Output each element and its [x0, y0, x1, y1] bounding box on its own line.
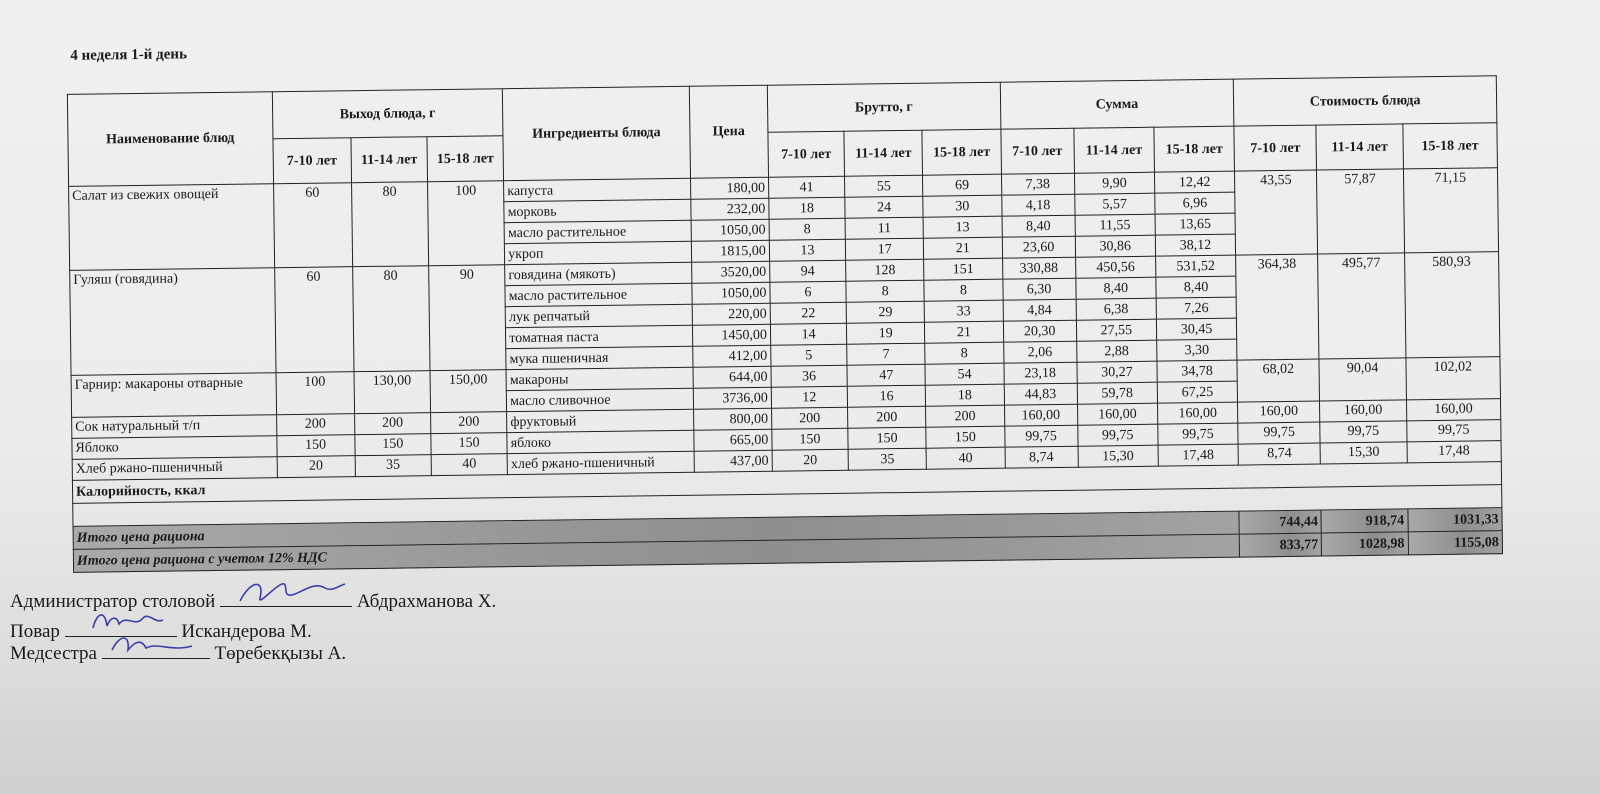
- ingredient-sum: 4,84: [1003, 299, 1076, 321]
- dish-output: 20: [277, 456, 355, 478]
- dish-name: Хлеб ржано-пшеничный: [72, 457, 277, 481]
- ingredient-sum: 99,75: [1004, 425, 1077, 447]
- dish-cost: 15,30: [1320, 442, 1407, 464]
- ingredient-sum: 34,78: [1157, 360, 1238, 382]
- dish-name: Гарнир: макароны отварные: [71, 373, 276, 418]
- ingredient-brutto: 24: [845, 196, 923, 218]
- age-header: 7-10 лет: [273, 138, 352, 184]
- signature-scribble: [220, 576, 350, 606]
- ingredient-sum: 6,30: [1002, 278, 1075, 300]
- ingredient-brutto: 13: [769, 239, 845, 261]
- ingredient-brutto: 8: [925, 342, 1003, 364]
- total-value: 744,44: [1239, 510, 1322, 534]
- ingredient-brutto: 40: [926, 447, 1004, 469]
- ingredient-sum: 531,52: [1156, 255, 1237, 277]
- dish-cost: 364,38: [1236, 254, 1320, 360]
- age-header: 15-18 лет: [922, 129, 1001, 175]
- dish-output: 200: [276, 414, 354, 436]
- dish-output: 90: [429, 265, 507, 371]
- ingredient-sum: 5,57: [1074, 193, 1154, 215]
- total-vat-value: 1155,08: [1408, 531, 1503, 555]
- ingredient-brutto: 35: [848, 448, 926, 470]
- menu-table: [67, 75, 1503, 573]
- ingredient-brutto: 200: [771, 407, 847, 429]
- ingredient-sum: 30,86: [1075, 235, 1155, 257]
- dish-cost: 99,75: [1406, 420, 1501, 442]
- dish-cost: 43,55: [1235, 170, 1318, 255]
- dish-output: 150,00: [430, 370, 507, 413]
- ingredient-brutto: 47: [847, 364, 925, 386]
- ingredient-sum: 6,96: [1155, 192, 1236, 214]
- signature-person: Искандерова М.: [181, 621, 312, 642]
- dish-cost: 160,00: [1320, 400, 1407, 422]
- dish-output: 200: [431, 412, 507, 434]
- ingredient-brutto: 8: [846, 280, 924, 302]
- ingredient-sum: 160,00: [1077, 403, 1157, 425]
- dish-cost: 580,93: [1404, 252, 1500, 358]
- ingredient-sum: 38,12: [1155, 234, 1236, 256]
- menu-body: [69, 168, 1502, 481]
- total-vat-label: Итого цена рациона с учетом 12% НДС: [73, 534, 1239, 572]
- ingredient-price: 1450,00: [692, 324, 770, 346]
- ingredient-brutto: 7: [847, 343, 925, 365]
- ingredient-price: 1050,00: [692, 282, 770, 304]
- ingredient-brutto: 11: [845, 217, 923, 239]
- ingredient-brutto: 21: [925, 321, 1003, 343]
- ingredient-brutto: 8: [924, 279, 1002, 301]
- ingredient-sum: 30,45: [1156, 318, 1237, 340]
- header-brutto: Брутто, г: [767, 82, 1000, 132]
- ingredient-sum: 330,88: [1002, 257, 1075, 279]
- ingredient-name: морковь: [504, 199, 691, 222]
- ingredient-brutto: 18: [926, 384, 1004, 406]
- age-header: 15-18 лет: [1402, 123, 1497, 169]
- header-output: Выход блюда, г: [272, 89, 503, 139]
- dish-output: 40: [431, 454, 507, 476]
- ingredient-brutto: 8: [769, 218, 845, 240]
- age-header: 11-14 лет: [1074, 127, 1155, 173]
- signature-person: Төребекқызы А.: [214, 643, 347, 664]
- dish-cost: 8,74: [1238, 443, 1320, 465]
- ingredient-sum: 20,30: [1003, 320, 1076, 342]
- ingredient-name: фруктовый: [507, 409, 694, 432]
- dish-output: 150: [355, 434, 431, 456]
- ingredient-sum: 17,48: [1158, 444, 1239, 466]
- ingredient-brutto: 55: [845, 175, 923, 197]
- ingredient-name: говядина (мякоть): [505, 262, 692, 285]
- ingredient-brutto: 29: [846, 301, 924, 323]
- dish-name: Сок натуральный т/п: [72, 415, 277, 439]
- signature-scribble: [102, 628, 208, 658]
- ingredient-price: 3520,00: [691, 261, 769, 283]
- age-header: 11-14 лет: [351, 137, 428, 183]
- ingredient-brutto: 16: [847, 385, 925, 407]
- ingredient-name: мука пшеничная: [506, 346, 693, 369]
- page-title: 4 неделя 1-й день: [70, 46, 188, 64]
- ingredient-price: 644,00: [693, 366, 771, 388]
- dish-name: Салат из свежих овощей: [69, 184, 275, 271]
- dish-name: Гуляш (говядина): [70, 268, 276, 376]
- ingredient-brutto: 21: [924, 237, 1002, 259]
- ingredient-sum: 8,40: [1156, 276, 1237, 298]
- ingredient-name: укроп: [505, 241, 692, 264]
- ingredient-brutto: 33: [924, 300, 1002, 322]
- ingredient-sum: 23,18: [1003, 362, 1076, 384]
- ingredient-brutto: 150: [926, 426, 1004, 448]
- total-vat-value: 833,77: [1239, 533, 1322, 557]
- ingredient-sum: 15,30: [1078, 445, 1158, 467]
- dish-output: 100: [428, 181, 505, 266]
- ingredient-sum: 99,75: [1077, 424, 1157, 446]
- ingredient-sum: 67,25: [1157, 381, 1238, 403]
- ingredient-sum: 2,88: [1076, 340, 1156, 362]
- dish-cost: 102,02: [1406, 357, 1501, 400]
- dish-output: 60: [274, 267, 354, 373]
- calories-label: Калорийность, ккал: [72, 462, 1501, 504]
- signature-line: [102, 642, 210, 659]
- total-value: 1031,33: [1408, 508, 1503, 532]
- ingredient-price: 1050,00: [691, 219, 769, 241]
- dish-cost: 160,00: [1406, 399, 1501, 421]
- ingredient-brutto: 150: [772, 428, 848, 450]
- dish-output: 60: [273, 183, 352, 268]
- ingredient-brutto: 69: [923, 174, 1001, 196]
- ingredient-name: макароны: [506, 367, 693, 390]
- ingredient-brutto: 14: [770, 323, 846, 345]
- ingredient-sum: 8,40: [1076, 277, 1156, 299]
- dish-output: 35: [355, 455, 431, 477]
- dish-output: 150: [431, 433, 507, 455]
- header-price: Цена: [689, 85, 768, 178]
- age-header: 11-14 лет: [1316, 124, 1403, 170]
- dish-cost: 99,75: [1238, 422, 1320, 444]
- age-header: 15-18 лет: [427, 136, 504, 182]
- signature-role: Администратор столовой: [10, 591, 216, 612]
- ingredient-price: 1815,00: [691, 240, 769, 262]
- ingredient-sum: 8,40: [1002, 215, 1075, 237]
- ingredient-sum: 59,78: [1077, 382, 1157, 404]
- age-header: 11-14 лет: [844, 130, 923, 176]
- ingredient-brutto: 5: [771, 344, 847, 366]
- dish-cost: 495,77: [1318, 253, 1406, 359]
- ingredient-sum: 450,56: [1075, 256, 1155, 278]
- ingredient-name: хлеб ржано-пшеничный: [507, 451, 694, 474]
- ingredient-sum: 6,38: [1076, 298, 1156, 320]
- dish-cost: 57,87: [1317, 169, 1404, 254]
- ingredient-price: 412,00: [692, 345, 770, 367]
- ingredient-price: 220,00: [692, 303, 770, 325]
- ingredient-sum: 9,90: [1074, 172, 1154, 194]
- menu-sheet: [60, 8, 1568, 648]
- ingredient-name: томатная паста: [506, 325, 693, 348]
- signature-nurse: [10, 642, 346, 665]
- age-header: 15-18 лет: [1154, 126, 1235, 172]
- ingredient-name: масло растительное: [505, 283, 692, 306]
- ingredient-sum: 160,00: [1004, 404, 1077, 426]
- ingredient-brutto: 12: [771, 386, 847, 408]
- ingredient-brutto: 19: [847, 322, 925, 344]
- ingredient-price: 180,00: [690, 177, 768, 199]
- ingredient-brutto: 22: [770, 302, 846, 324]
- dish-cost: 90,04: [1319, 358, 1406, 401]
- ingredient-brutto: 36: [771, 365, 847, 387]
- ingredient-sum: 12,42: [1154, 171, 1235, 193]
- total-value: 918,74: [1321, 509, 1408, 533]
- header-ingredients: Ингредиенты блюда: [503, 86, 691, 180]
- ingredient-brutto: 13: [923, 216, 1001, 238]
- dish-cost: 71,15: [1403, 168, 1498, 253]
- ingredient-name: лук репчатый: [505, 304, 692, 327]
- dish-output: 150: [276, 435, 354, 457]
- ingredient-sum: 8,74: [1005, 446, 1078, 468]
- ingredient-price: 437,00: [694, 450, 772, 472]
- ingredient-sum: 27,55: [1076, 319, 1156, 341]
- dish-cost: 17,48: [1407, 441, 1502, 463]
- dish-cost: 160,00: [1238, 401, 1320, 423]
- dish-cost: 99,75: [1320, 421, 1407, 443]
- header-sum: Сумма: [1000, 79, 1234, 129]
- ingredient-brutto: 30: [923, 195, 1001, 217]
- ingredient-name: масло сливочное: [506, 388, 693, 411]
- ingredient-sum: 7,26: [1156, 297, 1237, 319]
- ingredient-brutto: 94: [770, 260, 846, 282]
- signature-line: [220, 590, 352, 607]
- dish-output: 80: [351, 182, 428, 267]
- ingredient-name: капуста: [504, 178, 691, 201]
- ingredient-brutto: 150: [848, 427, 926, 449]
- ingredient-brutto: 54: [925, 363, 1003, 385]
- ingredient-sum: 99,75: [1158, 423, 1239, 445]
- total-label: Итого цена рациона: [73, 511, 1239, 549]
- age-header: 7-10 лет: [1000, 128, 1074, 174]
- ingredient-price: 3736,00: [693, 387, 771, 409]
- dish-output: 200: [354, 413, 430, 435]
- ingredient-sum: 13,65: [1155, 213, 1236, 235]
- ingredient-sum: 4,18: [1001, 194, 1074, 216]
- ingredient-brutto: 200: [848, 406, 926, 428]
- ingredient-sum: 11,55: [1075, 214, 1155, 236]
- ingredient-brutto: 200: [926, 405, 1004, 427]
- age-header: 7-10 лет: [1234, 125, 1317, 171]
- ingredient-brutto: 41: [768, 176, 844, 198]
- ingredient-brutto: 17: [845, 238, 923, 260]
- header-name: Наименование блюд: [67, 92, 273, 187]
- dish-output: 100: [276, 372, 355, 415]
- signature-person: Абдрахманова Х.: [356, 591, 497, 612]
- signature-role: Медсестра: [10, 643, 97, 664]
- ingredient-price: 665,00: [694, 429, 772, 451]
- ingredient-sum: 7,38: [1001, 173, 1074, 195]
- ingredient-sum: 160,00: [1157, 402, 1238, 424]
- ingredient-name: масло растительное: [504, 220, 691, 243]
- ingredient-brutto: 18: [769, 197, 845, 219]
- ingredient-sum: 2,06: [1003, 341, 1076, 363]
- ingredient-price: 232,00: [690, 198, 768, 220]
- ingredient-brutto: 6: [770, 281, 846, 303]
- dish-output: 80: [352, 266, 430, 372]
- ingredient-sum: 44,83: [1004, 383, 1077, 405]
- dish-output: 130,00: [354, 371, 431, 414]
- ingredient-sum: 23,60: [1002, 236, 1075, 258]
- dish-name: Яблоко: [72, 436, 277, 460]
- ingredient-sum: 3,30: [1157, 339, 1238, 361]
- ingredient-price: 800,00: [693, 408, 771, 430]
- ingredient-name: яблоко: [507, 430, 694, 453]
- ingredient-brutto: 20: [772, 449, 848, 471]
- header-cost: Стоимость блюда: [1233, 76, 1496, 126]
- ingredient-brutto: 151: [924, 258, 1002, 280]
- total-vat-value: 1028,98: [1322, 532, 1409, 556]
- ingredient-sum: 30,27: [1077, 361, 1157, 383]
- dish-cost: 68,02: [1237, 359, 1320, 402]
- signature-role: Повар: [10, 621, 60, 642]
- age-header: 7-10 лет: [768, 131, 845, 177]
- ingredient-brutto: 128: [846, 259, 924, 281]
